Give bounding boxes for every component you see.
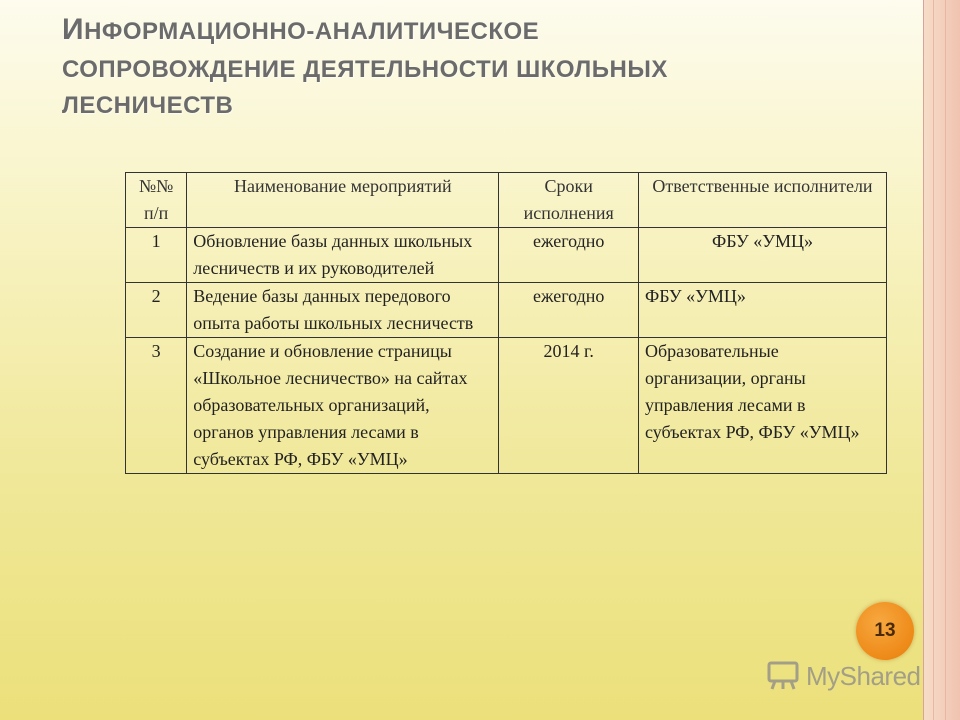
page-number-badge bbox=[856, 602, 914, 660]
activities-table bbox=[125, 172, 887, 474]
cell-deadline: ежегодно bbox=[499, 283, 639, 338]
table-header-row bbox=[126, 173, 887, 228]
cell-deadline: ежегодно bbox=[499, 228, 639, 283]
cell-number: 1 bbox=[126, 228, 187, 283]
table-row bbox=[126, 338, 887, 474]
side-stripe bbox=[933, 0, 934, 720]
cell-activity: Создание и обновление страницы «Школьное лесничество» на сайтах образовательных организаций, органов управления лесами в субъектах РФ, ФБУ «УМЦ» bbox=[187, 338, 499, 474]
side-stripe bbox=[945, 0, 946, 720]
side-decoration-bar bbox=[924, 0, 960, 720]
cell-number: 2 bbox=[126, 283, 187, 338]
title-line-2: СОПРОВОЖДЕНИЕ ДЕЯТЕЛЬНОСТИ ШКОЛЬНЫХ bbox=[62, 56, 668, 83]
header-responsible: Ответственные исполнители bbox=[639, 173, 887, 228]
presentation-board-icon bbox=[766, 661, 800, 691]
cell-responsible: Образовательные организации, органы управления лесами в субъектах РФ, ФБУ «УМЦ» bbox=[639, 338, 887, 474]
cell-activity: Ведение базы данных передового опыта работы школьных лесничеств bbox=[187, 283, 499, 338]
cell-responsible: ФБУ «УМЦ» bbox=[639, 228, 887, 283]
watermark-text: MyShared bbox=[806, 660, 921, 691]
cell-deadline: 2014 г. bbox=[499, 338, 639, 474]
title-line-3: ЛЕСНИЧЕСТВ bbox=[62, 92, 234, 119]
table-row bbox=[126, 228, 887, 283]
title-first-letter: И bbox=[62, 13, 85, 46]
header-activity: Наименование мероприятий bbox=[187, 173, 499, 228]
page-number: 13 bbox=[874, 620, 896, 641]
watermark-logo bbox=[766, 656, 921, 696]
header-number: №№ п/п bbox=[126, 173, 187, 228]
cell-number: 3 bbox=[126, 338, 187, 474]
title-line-1: НФОРМАЦИОННО-АНАЛИТИЧЕСКОЕ bbox=[84, 18, 540, 45]
slide-title bbox=[62, 10, 882, 124]
cell-activity: Обновление базы данных школьных лесничеств и их руководителей bbox=[187, 228, 499, 283]
header-deadline: Сроки исполнения bbox=[499, 173, 639, 228]
table-row bbox=[126, 283, 887, 338]
cell-responsible: ФБУ «УМЦ» bbox=[639, 283, 887, 338]
